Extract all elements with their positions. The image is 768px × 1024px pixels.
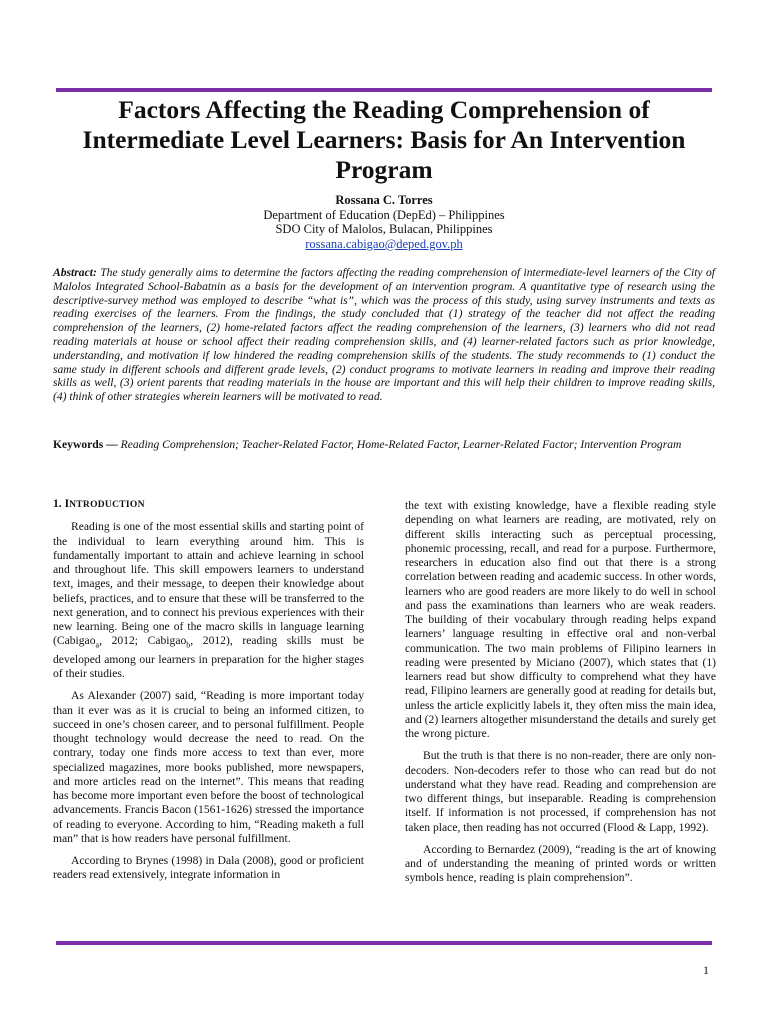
intro-p1-part-a: Reading is one of the most essential skills and starting point of the individual to learn everything around him. This is fundamentally important to attain and achieve learning in school and throughout life. This skill empowers learners to understand text, images, and their message, to deepen their knowledge about beliefs, practices, and to ensure that these will be transferred to the next generation, and to connect his previous experiences with their new learning. Being one of the macro skills in language learning (Cabigao — [53, 520, 364, 648]
author-name: Rossana C. Torres — [335, 193, 433, 207]
affiliation-line-1: Department of Education (DepEd) – Philippines — [263, 207, 505, 222]
intro-p1-sub-a: a — [95, 640, 100, 650]
section-number: 1. — [53, 497, 62, 510]
author-block — [60, 193, 708, 251]
bottom-rule — [56, 941, 712, 945]
right-column — [405, 499, 716, 894]
intro-paragraph-2: As Alexander (2007) said, “Reading is more important today than it ever was as it is crucial to being an informed citizen, to succeed in one’s chosen career, and to personal fulfillment. People thought technology would decrease the need to read. On the contrary, today one finds more access to text than ever, more specialized magazines, more books published, more newspapers, and more articles read on the internet”. This means that reading has become more important even before the boost of technological advancements. Francis Bacon (1561-1626) stressed the importance of reading to everyone. According to him, “Reading maketh a full man” that is how readers have personal fulfillment. — [53, 689, 364, 845]
intro-p1-part-b: , 2012; Cabigao — [99, 634, 187, 648]
abstract — [53, 266, 715, 404]
paper-title: Factors Affecting the Reading Comprehension of Intermediate Level Learners: Basis for An Intervention Program — [82, 95, 686, 184]
intro-paragraph-3: According to Brynes (1998) in Dala (2008), good or proficient readers read extensively, integrate information in — [53, 854, 364, 882]
right-paragraph-2: But the truth is that there is no non-reader, there are only non-decoders. Non-decoders refer to those who can read but do not understand what they have read. Reading and comprehension are two different things, but inseparable. Reading is comprehension itself. If information is not processed, if comprehension has not taken place, then reading has not occurred (Flood & Lapp, 1992). — [405, 749, 716, 834]
keywords-label: Keywords — — [53, 438, 118, 451]
author-email-link[interactable]: rossana.cabigao@deped.gov.ph — [305, 236, 463, 251]
top-rule — [56, 88, 712, 92]
intro-p1-part-c: , 2012), reading skills must be developed among our learners in preparation for the higher stages of their studies. — [53, 634, 364, 681]
keywords — [53, 437, 715, 452]
left-column — [53, 497, 364, 891]
page-number: 1 — [703, 963, 709, 977]
abstract-label: Abstract: — [53, 266, 97, 279]
keywords-text: Reading Comprehension; Teacher-Related Factor, Home-Related Factor, Learner-Related Factor; Intervention Program — [120, 438, 682, 451]
section-title-initial: I — [64, 497, 70, 510]
right-paragraph-1: the text with existing knowledge, have a flexible reading style depending on what learners are reading, are motivated, rely on different skills interacting such as perceptual processing, phonemic processing, recall, and read for a purpose. Furthermore, researchers in education also find out that there is a strong correlation between reading and academic success. In other words, learners who are good readers are more likely to do well in school and pass the examinations than learners who are weak readers. The building of their vocabulary through reading helps expand learners’ language resulting in effective oral and non-verbal communication. The two main problems of Filipino learners in reading were presented by Miciano (2007), which states that (1) learners read but show difficulty to comprehend what they have read, Filipino learners are generally good at reading for details but, unless the article explicitly labels it, they often miss the main idea, and (2) learners altogether misunderstand the details and surely get the wrong picture. — [405, 499, 716, 740]
intro-paragraph-1 — [53, 520, 364, 681]
intro-p1-sub-b: b — [186, 640, 191, 650]
section-title-rest: NTRODUCTION — [69, 500, 145, 510]
affiliation-line-2: SDO City of Malolos, Bulacan, Philippines — [275, 222, 493, 236]
abstract-text: The study generally aims to determine the factors affecting the reading comprehension of intermediate-level learners of the City of Malolos Integrated School-Babatnin as a basis for the development of an intervention program. A quantitative type of research using the descriptive-survey method was employed to describe “what is”, which was the process of this study, using survey instruments and texts as reading exercises of the learners. From the findings, the study concluded that (1) strategy of the teacher did not affect the reading comprehension of the learners, (2) home-related factors affect the reading comprehension of the learners, (3) learners who did not read reading materials at house or school affect their reading comprehension skills, and (4) learner-related factors such as prior knowledge, understanding, and motivation if low hindered the reading comprehension skills of the students. The study recommends to (1) conduct the same study in different schools and different grade levels, (2) conduct programs to motivate learners in reading and improve their reading skills as well, (3) orient parents that reading materials in the house are important and this will help their children to improve reading skills, (4) think of other strategies wherein learners will be motivated to read. — [53, 266, 715, 404]
section-heading-introduction — [53, 497, 364, 512]
right-paragraph-3: According to Bernardez (2009), “reading is the art of knowing and of understanding the meaning of printed words or written symbols hence, reading is plain comprehension”. — [405, 842, 716, 885]
